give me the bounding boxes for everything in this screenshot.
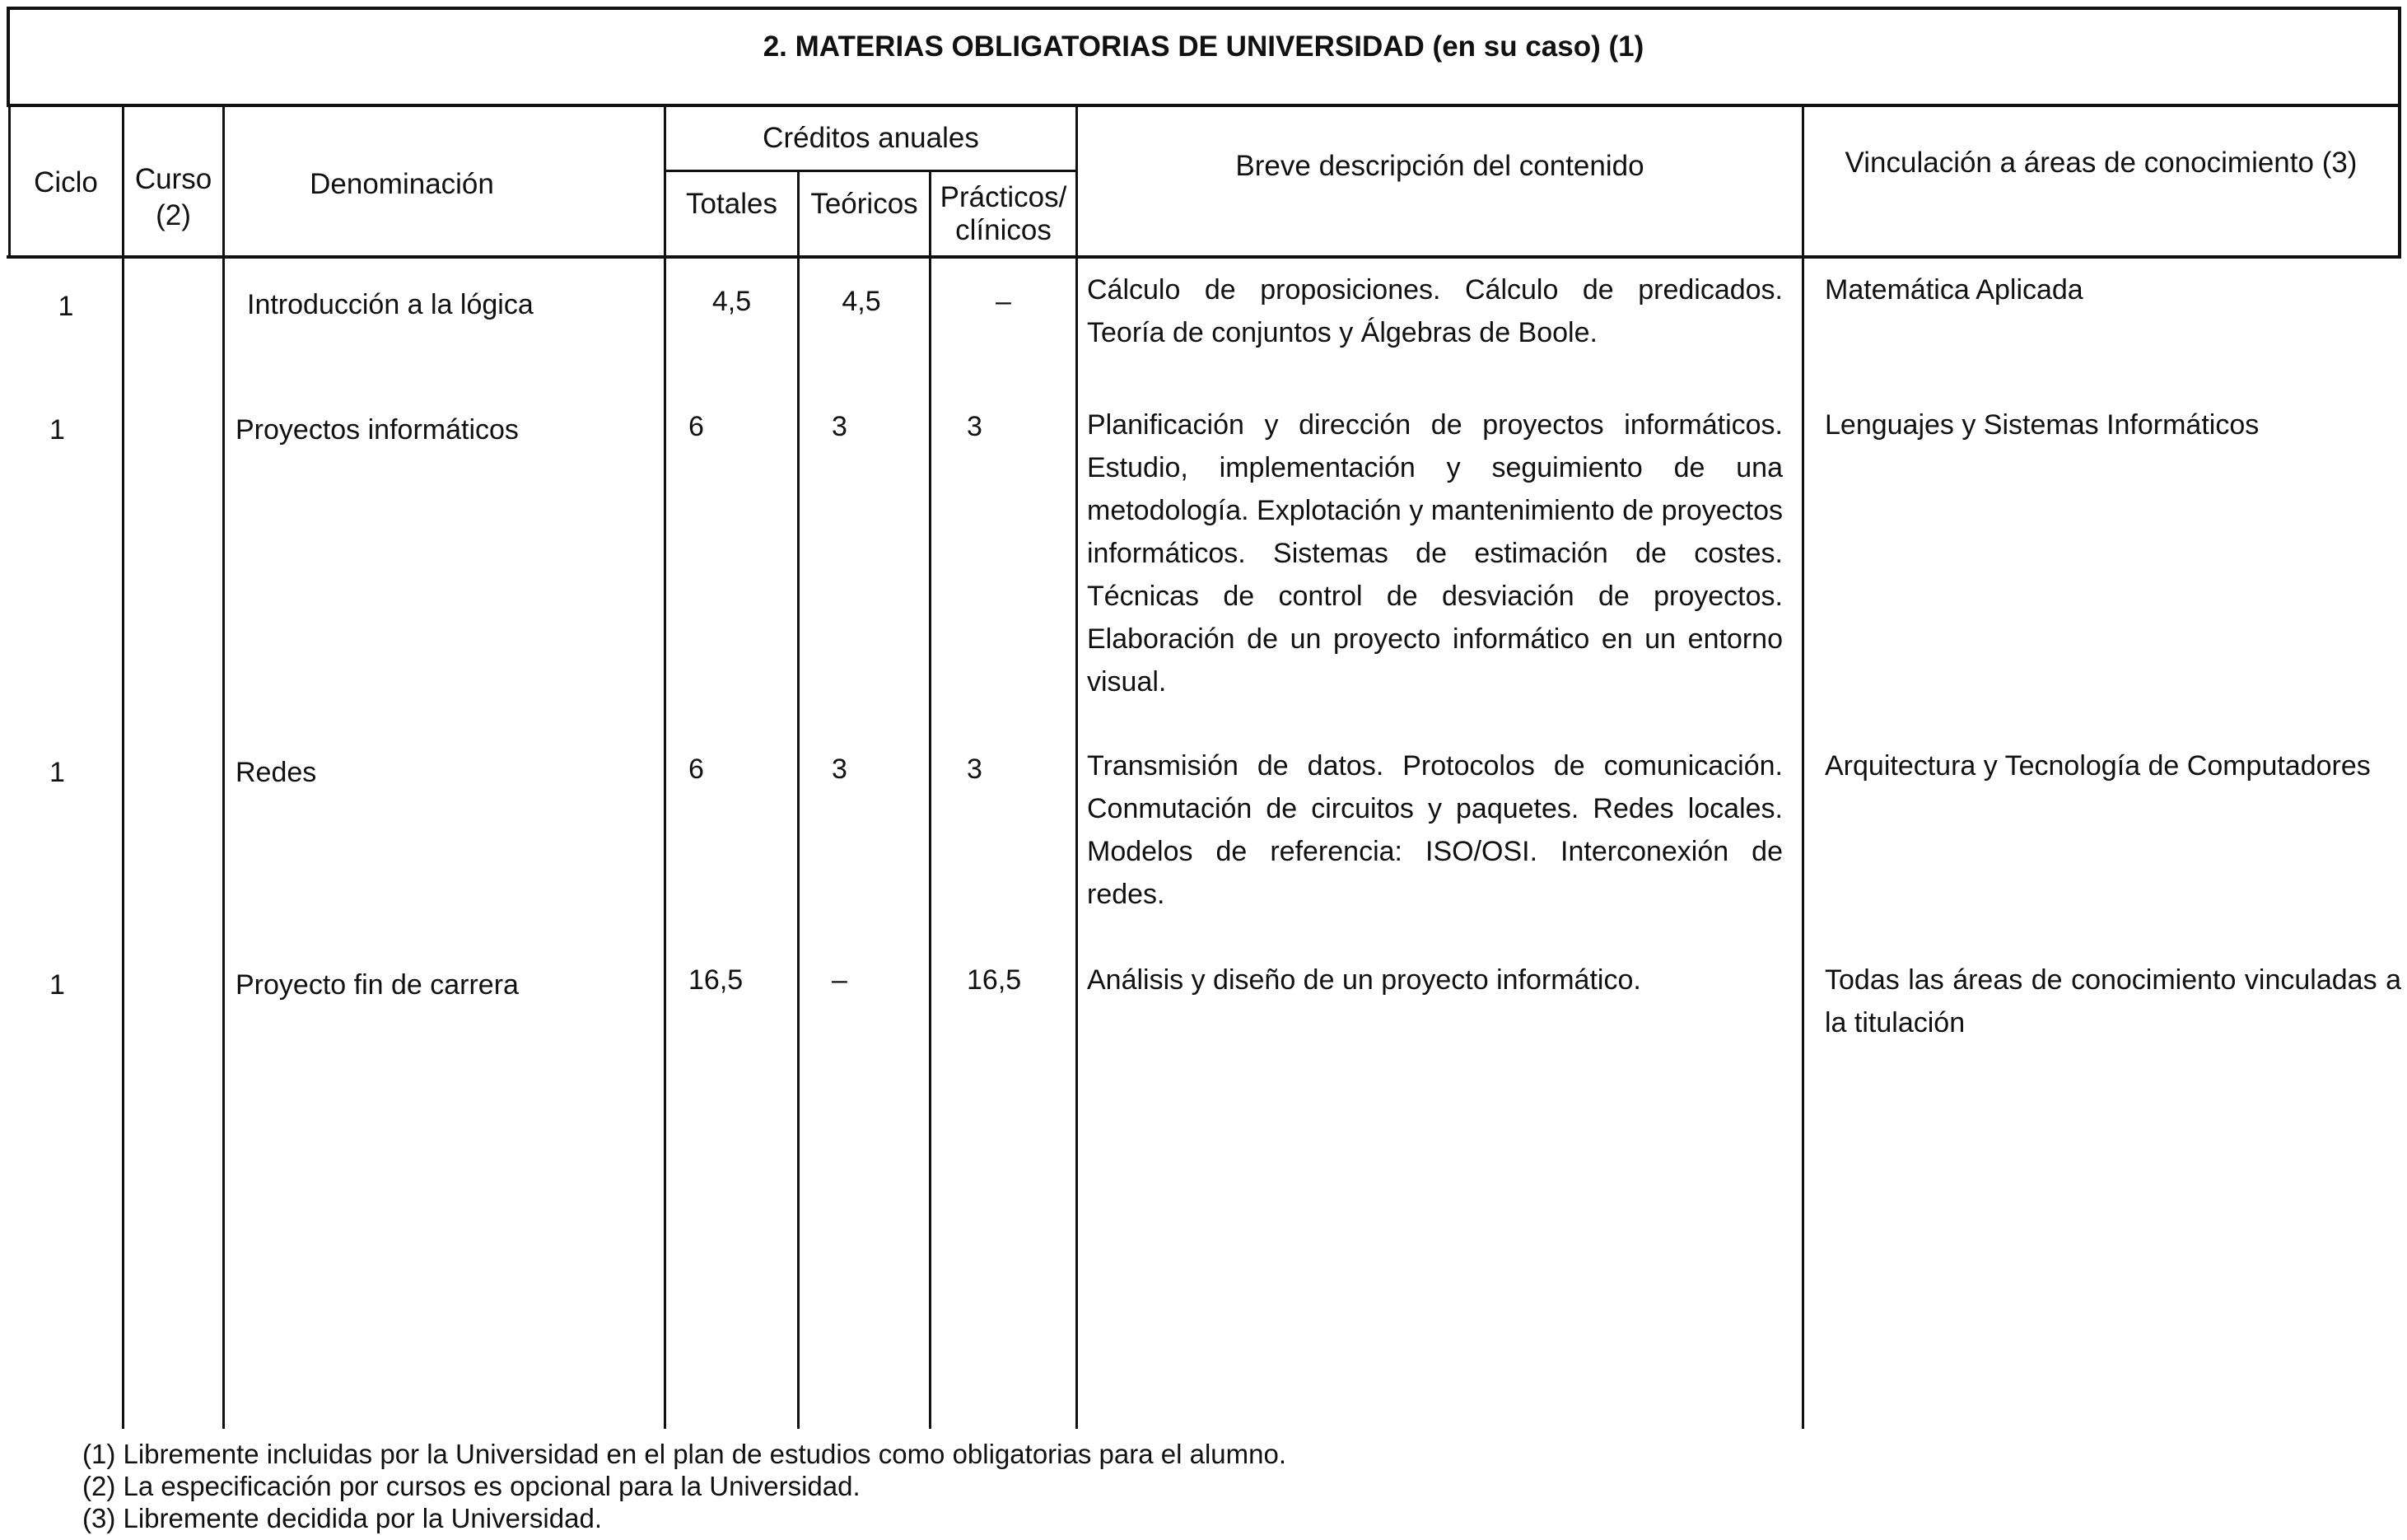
header-descripcion: Breve descripción del contenido	[1235, 150, 1644, 182]
cell-totales: 6	[688, 411, 704, 442]
cell-ciclo: 1	[58, 291, 74, 322]
header-creditos-anuales: Créditos anuales	[763, 122, 979, 154]
cell-denominacion: Redes	[236, 757, 317, 788]
cell-descripcion: Planificación y dirección de proyectos informáticos. Estudio, implementación y seguimiento de una metodología. Explotación y mantenimiento de proyectos informáticos. Sistemas de estimación de costes. Técnicas de control de desviación de proyectos. Elaboración de un proyecto informático en un entorno visual.	[1087, 409, 1783, 698]
title-box-top-border	[7, 7, 2401, 10]
header-practicos	[931, 181, 1075, 247]
cell-practicos: 16,5	[967, 964, 1022, 996]
cell-area: Todas las áreas de conocimiento vinculadas a la titulación	[1825, 964, 2401, 1038]
cell-teoricos: 4,5	[842, 286, 881, 317]
cell-ciclo: 1	[49, 969, 65, 1001]
header-practicos-label: Prácticos/	[940, 181, 1067, 213]
cell-ciclo: 1	[49, 414, 65, 446]
col-line-totales	[797, 170, 800, 1429]
header-clinicos-label: clínicos	[955, 214, 1052, 246]
cell-denominacion: Proyecto fin de carrera	[236, 969, 519, 1001]
cell-teoricos: 3	[832, 754, 847, 785]
cell-ciclo: 1	[49, 757, 65, 788]
col-line-teoricos	[929, 170, 931, 1429]
creditos-divider	[665, 170, 1077, 172]
cell-descripcion: Transmisión de datos. Protocolos de comunicación. Conmutación de circuitos y paquetes. Redes locales. Modelos de referencia: ISO/OSI. Interconexión de redes.	[1087, 750, 1783, 910]
cell-practicos: 3	[967, 754, 982, 785]
cell-descripcion: Cálculo de proposiciones. Cálculo de predicados. Teoría de conjuntos y Álgebras de Boole.	[1087, 274, 1783, 348]
footnote-3: (3) Libremente decidida por la Universidad.	[82, 1503, 602, 1533]
header-bottom-border	[7, 255, 2401, 259]
cell-totales: 16,5	[688, 964, 744, 996]
header-totales: Totales	[686, 188, 777, 220]
header-vinculacion: Vinculación a áreas de conocimiento (3)	[1845, 147, 2358, 179]
header-curso-note: (2)	[156, 199, 191, 231]
cell-practicos: 3	[967, 411, 982, 442]
cell-practicos: –	[996, 286, 1011, 317]
table-title: 2. MATERIAS OBLIGATORIAS DE UNIVERSIDAD (en su caso) (1)	[763, 30, 1644, 63]
header-ciclo: Ciclo	[34, 166, 98, 198]
header-curso	[124, 161, 222, 234]
cell-teoricos: 3	[832, 411, 847, 442]
col-line-practicos	[1075, 107, 1078, 1429]
header-denominacion: Denominación	[310, 168, 494, 200]
header-teoricos: Teóricos	[810, 188, 918, 220]
cell-descripcion: Análisis y diseño de un proyecto informático.	[1087, 964, 1641, 996]
cell-denominacion: Proyectos informáticos	[236, 414, 519, 446]
cell-totales: 4,5	[711, 286, 752, 317]
cell-teoricos: –	[832, 964, 847, 996]
footnote-2: (2) La especificación por cursos es opcional para la Universidad.	[82, 1471, 861, 1501]
col-line-descripcion	[1802, 107, 1804, 1429]
cell-area: Lenguajes y Sistemas Informáticos	[1825, 409, 2260, 441]
col-line-ciclo	[122, 107, 124, 1429]
cell-denominacion: Introducción a la lógica	[247, 289, 534, 320]
cell-area: Matemática Aplicada	[1825, 274, 2083, 306]
footnote-1: (1) Libremente incluidas por la Universidad en el plan de estudios como obligatorias para el alumno.	[82, 1439, 1286, 1469]
cell-totales: 6	[688, 754, 704, 785]
header-curso-label: Curso	[134, 163, 212, 195]
title-box-bottom-border	[7, 104, 2401, 107]
cell-area: Arquitectura y Tecnología de Computadores	[1825, 750, 2371, 782]
col-line-curso	[222, 107, 225, 1429]
